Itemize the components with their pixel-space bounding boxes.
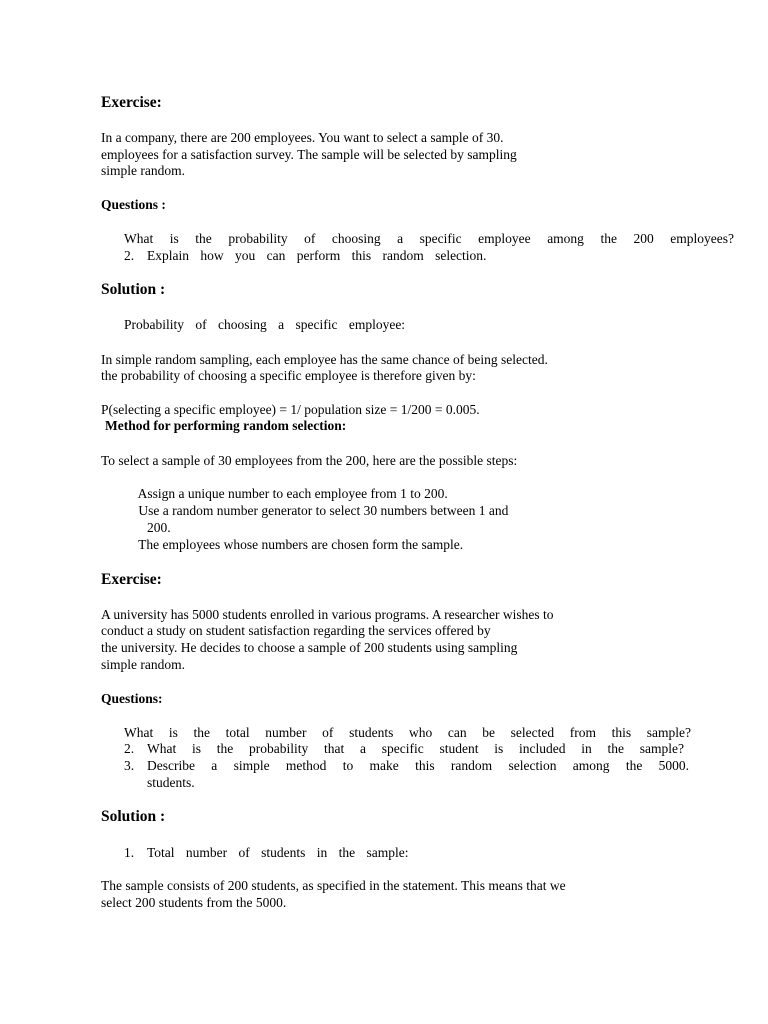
step-2 xyxy=(124,503,508,520)
exercise-1-text-line-2: employees for a satisfaction survey. The sample will be selected by sampling xyxy=(101,147,517,162)
question-number: 3. xyxy=(124,758,135,773)
exercise-2-text-line-1: A university has 5000 students enrolled in various programs. A researcher wishes to xyxy=(101,607,554,622)
question-number: 2. xyxy=(124,741,135,756)
step-2-continued: 200. xyxy=(147,520,171,535)
step-3 xyxy=(124,537,463,554)
question-2-3 xyxy=(124,758,689,775)
step-text: Assign a unique number to each employee from 1 to 200. xyxy=(137,486,448,501)
question-number: 2. xyxy=(124,248,135,263)
exercise-1-text-line-3: simple random. xyxy=(101,163,185,178)
question-text: What is the probability that a specific student is included in the sample? xyxy=(147,741,684,756)
exercise-1-heading: Exercise: xyxy=(101,94,162,111)
solution-2-text-line-1: The sample consists of 200 students, as specified in the statement. This means that we xyxy=(101,878,566,893)
solution-2-item-1 xyxy=(124,845,409,862)
exercise-1-text-line-1: In a company, there are 200 employees. You want to select a sample of 30. xyxy=(101,130,504,145)
solution-1-text-line-2: the probability of choosing a specific employee is therefore given by: xyxy=(101,368,476,383)
solution-2-heading: Solution : xyxy=(101,808,166,825)
questions-2-heading: Questions: xyxy=(101,691,163,706)
item-text: Total number of students in the sample: xyxy=(147,845,409,860)
steps-intro: To select a sample of 30 employees from the 200, here are the possible steps: xyxy=(101,453,518,468)
solution-1-subheading: Probability of choosing a specific employee: xyxy=(124,317,406,332)
probability-formula: P(selecting a specific employee) = 1/ population size = 1/200 = 0.005. xyxy=(101,402,480,417)
questions-1-heading: Questions : xyxy=(101,197,166,212)
question-1-1: What is the probability of choosing a specific employee among the 200 employees? xyxy=(124,231,734,246)
exercise-2-text-line-3: the university. He decides to choose a sample of 200 students using sampling xyxy=(101,640,518,655)
solution-1-heading: Solution : xyxy=(101,281,166,298)
step-1 xyxy=(124,486,448,503)
solution-1-text-line-1: In simple random sampling, each employee has the same chance of being selected. xyxy=(101,352,548,367)
question-1-2 xyxy=(124,248,486,265)
question-2-2 xyxy=(124,741,684,758)
question-2-3-continued: students. xyxy=(147,775,195,790)
solution-2-text-line-2: select 200 students from the 5000. xyxy=(101,895,287,910)
step-text: The employees whose numbers are chosen form the sample. xyxy=(138,537,464,552)
method-heading: Method for performing random selection: xyxy=(105,418,347,433)
exercise-2-heading: Exercise: xyxy=(101,571,162,588)
item-number: 1. xyxy=(124,845,135,860)
exercise-2-text-line-2: conduct a study on student satisfaction regarding the services offered by xyxy=(101,623,491,638)
question-text: Describe a simple method to make this random selection among the 5000. xyxy=(147,758,689,773)
question-text: Explain how you can perform this random selection. xyxy=(147,248,487,263)
question-2-1: What is the total number of students who can be selected from this sample? xyxy=(124,725,691,740)
exercise-2-text-line-4: simple random. xyxy=(101,657,185,672)
step-text: Use a random number generator to select 30 numbers between 1 and xyxy=(138,503,509,518)
